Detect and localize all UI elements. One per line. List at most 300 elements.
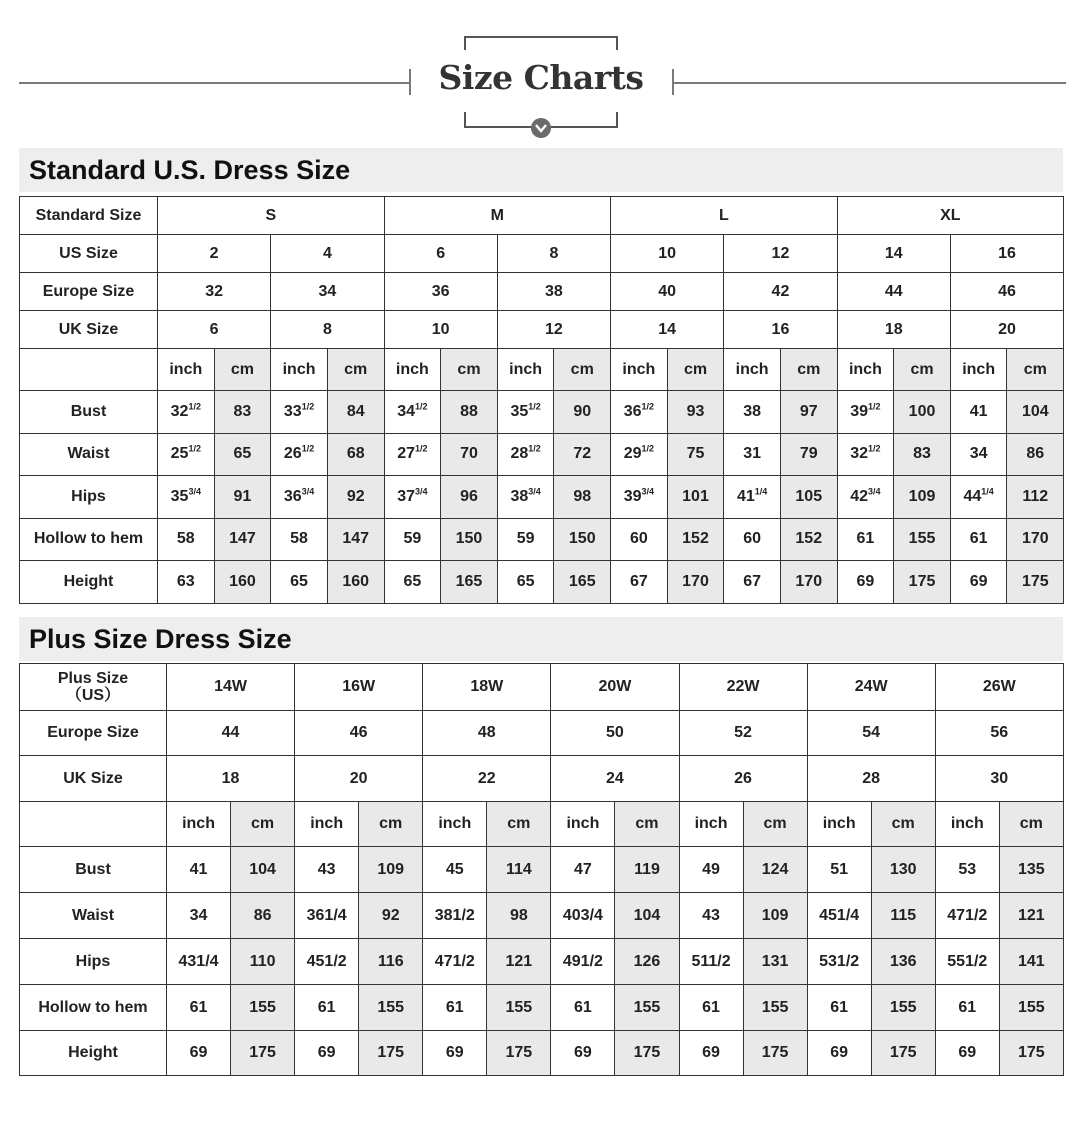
uk-size-value: 30 <box>935 756 1063 802</box>
value-whole: 39 <box>850 402 869 420</box>
measure-label: Bust <box>20 847 167 893</box>
inch-value: 43 <box>295 847 359 893</box>
cm-value <box>441 391 498 434</box>
inch-value <box>158 476 215 519</box>
value-whole: 59 <box>403 530 422 548</box>
inch-value <box>497 518 554 561</box>
value-whole: 35 <box>510 402 529 420</box>
inch-value: 381/2 <box>423 893 487 939</box>
value-whole: 38 <box>743 402 762 420</box>
value-fraction: 1/2 <box>641 401 655 412</box>
unit-header-row <box>20 349 1064 391</box>
cm-value <box>554 433 611 476</box>
value-whole: 60 <box>629 530 648 548</box>
value-whole: 86 <box>1026 445 1045 463</box>
cm-value <box>780 433 837 476</box>
value-whole: 26 <box>283 445 302 463</box>
unit-inch-header: inch <box>295 802 359 847</box>
measure-row <box>20 939 1064 985</box>
measure-label: Waist <box>20 893 167 939</box>
cm-value: 175 <box>359 1031 423 1076</box>
cm-value: 109 <box>743 893 807 939</box>
header-rule-left <box>19 82 411 84</box>
measure-row <box>20 433 1064 476</box>
measure-row <box>20 893 1064 939</box>
cm-value <box>1007 518 1064 561</box>
value-whole: 63 <box>176 572 195 590</box>
uk-size-value: 26 <box>679 756 807 802</box>
inch-value <box>837 561 894 604</box>
cm-value: 114 <box>487 847 551 893</box>
standard-size-table <box>19 196 1064 604</box>
inch-value: 69 <box>167 1031 231 1076</box>
value-whole: 32 <box>170 402 189 420</box>
cm-value: 92 <box>359 893 423 939</box>
value-whole: 65 <box>233 445 252 463</box>
value-whole: 58 <box>290 530 308 548</box>
inch-value <box>384 561 441 604</box>
europe-size-value: 50 <box>551 711 679 756</box>
inch-value <box>271 518 328 561</box>
value-fraction: 3/4 <box>641 486 655 497</box>
inch-value: 431/4 <box>167 939 231 985</box>
value-whole: 92 <box>346 487 365 505</box>
inch-value <box>611 518 668 561</box>
uk-size-value: 18 <box>837 311 950 349</box>
inch-value: 451/4 <box>807 893 871 939</box>
value-fraction: 1/2 <box>415 401 428 412</box>
value-whole: 36 <box>283 487 302 505</box>
inch-value <box>611 476 668 519</box>
measure-row <box>20 476 1064 519</box>
cm-value: 135 <box>999 847 1063 893</box>
value-whole: 44 <box>963 487 982 505</box>
value-whole: 39 <box>623 487 642 505</box>
measure-row <box>20 985 1064 1031</box>
value-whole: 83 <box>913 445 931 463</box>
inch-value <box>611 433 668 476</box>
cm-value <box>554 476 611 519</box>
value-whole: 60 <box>743 530 762 548</box>
inch-value <box>837 476 894 519</box>
unit-inch-header: inch <box>497 349 554 391</box>
cm-value <box>214 518 271 561</box>
measure-label: Bust <box>20 391 158 434</box>
value-whole: 160 <box>229 572 256 590</box>
measure-row <box>20 391 1064 434</box>
cm-value: 155 <box>359 985 423 1031</box>
unit-header-blank <box>20 349 158 391</box>
cm-value <box>214 561 271 604</box>
value-whole: 96 <box>460 487 478 505</box>
inch-value <box>611 391 668 434</box>
value-whole: 34 <box>969 445 988 463</box>
unit-cm-header: cm <box>327 349 384 391</box>
inch-value <box>271 476 328 519</box>
header-rule-left-tick <box>409 69 411 95</box>
plus-size-row <box>20 664 1064 711</box>
value-whole: 152 <box>682 530 709 548</box>
inch-value: 34 <box>167 893 231 939</box>
uk-size-value: 18 <box>167 756 295 802</box>
unit-cm-header: cm <box>615 802 679 847</box>
value-whole: 69 <box>856 572 875 590</box>
plus-size-value: 24W <box>807 664 935 711</box>
us-size-value: 2 <box>158 235 271 273</box>
inch-value: 61 <box>807 985 871 1031</box>
cm-value: 175 <box>999 1031 1063 1076</box>
value-whole: 59 <box>516 530 535 548</box>
inch-value <box>837 433 894 476</box>
standard-size-label: Standard Size <box>20 197 158 235</box>
unit-cm-header: cm <box>554 349 611 391</box>
value-whole: 147 <box>229 530 256 548</box>
unit-header-blank <box>20 802 167 847</box>
plus-size-value: 16W <box>295 664 423 711</box>
value-whole: 88 <box>460 402 478 420</box>
cm-value <box>894 391 951 434</box>
cm-value <box>441 561 498 604</box>
cm-value <box>1007 476 1064 519</box>
cm-value: 109 <box>359 847 423 893</box>
value-whole: 42 <box>850 487 869 505</box>
cm-value <box>554 391 611 434</box>
value-fraction: 1/2 <box>301 401 315 412</box>
cm-value <box>214 433 271 476</box>
inch-value <box>384 518 441 561</box>
header-rule-right-tick <box>672 69 674 95</box>
value-fraction: 1/4 <box>754 486 768 497</box>
value-whole: 93 <box>686 402 705 420</box>
value-whole: 65 <box>516 572 535 590</box>
cm-value: 121 <box>487 939 551 985</box>
cm-value: 175 <box>615 1031 679 1076</box>
europe-size-value: 40 <box>611 273 724 311</box>
inch-value <box>724 561 781 604</box>
value-whole: 112 <box>1022 487 1049 505</box>
cm-value: 155 <box>487 985 551 1031</box>
inch-value: 551/2 <box>935 939 999 985</box>
europe-size-row <box>20 711 1064 756</box>
uk-size-value: 6 <box>158 311 271 349</box>
measure-label: Waist <box>20 433 158 476</box>
inch-value: 47 <box>551 847 615 893</box>
inch-value: 61 <box>423 985 487 1031</box>
inch-value <box>158 561 215 604</box>
unit-inch-header: inch <box>935 802 999 847</box>
value-whole: 83 <box>233 402 252 420</box>
value-whole: 72 <box>573 445 592 463</box>
uk-size-row <box>20 311 1064 349</box>
unit-cm-header: cm <box>871 802 935 847</box>
unit-header-row <box>20 802 1064 847</box>
cm-value <box>667 391 724 434</box>
value-fraction: 1/2 <box>415 443 428 454</box>
unit-cm-header: cm <box>1007 349 1064 391</box>
value-whole: 100 <box>908 402 936 420</box>
cm-value: 175 <box>871 1031 935 1076</box>
cm-value: 115 <box>871 893 935 939</box>
value-fraction: 1/2 <box>528 401 541 412</box>
value-fraction: 1/2 <box>868 401 881 412</box>
plus-size-label-line1: Plus Size <box>57 670 129 687</box>
cm-value: 124 <box>743 847 807 893</box>
value-whole: 36 <box>623 402 642 420</box>
inch-value <box>724 391 781 434</box>
us-size-value: 16 <box>950 235 1063 273</box>
cm-value: 155 <box>999 985 1063 1031</box>
value-fraction: 3/4 <box>528 486 541 497</box>
unit-inch-header: inch <box>271 349 328 391</box>
header-rule-right <box>672 82 1066 84</box>
cm-value <box>1007 561 1064 604</box>
value-whole: 152 <box>795 530 823 548</box>
inch-value: 69 <box>551 1031 615 1076</box>
cm-value: 98 <box>487 893 551 939</box>
cm-value <box>441 433 498 476</box>
cm-value: 175 <box>487 1031 551 1076</box>
cm-value: 155 <box>871 985 935 1031</box>
standard-size-value: L <box>611 197 838 235</box>
inch-value: 49 <box>679 847 743 893</box>
cm-value <box>554 561 611 604</box>
cm-value <box>780 476 837 519</box>
standard-size-value: XL <box>837 197 1064 235</box>
value-fraction: 1/2 <box>641 443 655 454</box>
plus-size-value: 26W <box>935 664 1063 711</box>
cm-value <box>667 518 724 561</box>
inch-value <box>384 476 441 519</box>
standard-size-value: S <box>158 197 385 235</box>
unit-cm-header: cm <box>894 349 951 391</box>
measure-row <box>20 561 1064 604</box>
europe-size-label: Europe Size <box>20 711 167 756</box>
inch-value <box>497 476 554 519</box>
cm-value <box>667 433 724 476</box>
europe-size-value: 52 <box>679 711 807 756</box>
cm-value <box>327 561 384 604</box>
unit-cm-header: cm <box>780 349 837 391</box>
value-whole: 67 <box>743 572 762 590</box>
measure-label: Height <box>20 561 158 604</box>
plus-section-title: Plus Size Dress Size <box>29 624 292 654</box>
unit-inch-header: inch <box>807 802 871 847</box>
plus-size-value: 14W <box>167 664 295 711</box>
uk-size-value: 8 <box>271 311 384 349</box>
standard-section-title: Standard U.S. Dress Size <box>29 155 351 185</box>
cm-value: 116 <box>359 939 423 985</box>
cm-value <box>214 476 271 519</box>
value-fraction: 1/2 <box>188 443 201 454</box>
inch-value: 61 <box>679 985 743 1031</box>
inch-value: 61 <box>167 985 231 1031</box>
inch-value: 51 <box>807 847 871 893</box>
europe-size-value: 38 <box>497 273 610 311</box>
measure-label: Hips <box>20 476 158 519</box>
cm-value <box>441 476 498 519</box>
page-title: Size Charts <box>438 58 644 97</box>
value-fraction: 1/4 <box>981 486 994 497</box>
inch-value: 69 <box>807 1031 871 1076</box>
value-whole: 67 <box>629 572 648 590</box>
unit-cm-header: cm <box>487 802 551 847</box>
inch-value <box>950 433 1007 476</box>
unit-cm-header: cm <box>999 802 1063 847</box>
value-whole: 175 <box>908 572 936 590</box>
uk-size-value: 12 <box>497 311 610 349</box>
standard-size-value: M <box>384 197 611 235</box>
value-whole: 38 <box>510 487 529 505</box>
europe-size-value: 34 <box>271 273 384 311</box>
uk-size-value: 10 <box>384 311 497 349</box>
inch-value <box>158 433 215 476</box>
cm-value: 126 <box>615 939 679 985</box>
unit-inch-header: inch <box>837 349 894 391</box>
inch-value: 69 <box>679 1031 743 1076</box>
inch-value <box>497 391 554 434</box>
inch-value: 531/2 <box>807 939 871 985</box>
inch-value: 45 <box>423 847 487 893</box>
value-fraction: 1/2 <box>301 443 315 454</box>
cm-value <box>894 561 951 604</box>
europe-size-row <box>20 273 1064 311</box>
standard-size-row <box>20 197 1064 235</box>
inch-value: 361/4 <box>295 893 359 939</box>
unit-inch-header: inch <box>611 349 668 391</box>
unit-inch-header: inch <box>167 802 231 847</box>
cm-value <box>214 391 271 434</box>
value-whole: 69 <box>969 572 988 590</box>
value-whole: 65 <box>290 572 308 590</box>
value-whole: 31 <box>743 445 762 463</box>
inch-value: 69 <box>935 1031 999 1076</box>
europe-size-value: 36 <box>384 273 497 311</box>
uk-size-value: 24 <box>551 756 679 802</box>
unit-inch-header: inch <box>551 802 615 847</box>
value-whole: 90 <box>573 402 592 420</box>
value-whole: 61 <box>969 530 988 548</box>
value-whole: 105 <box>795 487 823 505</box>
europe-size-value: 32 <box>158 273 271 311</box>
unit-inch-header: inch <box>724 349 781 391</box>
measure-label: Hollow to hem <box>20 518 158 561</box>
value-whole: 101 <box>682 487 709 505</box>
value-whole: 170 <box>795 572 823 590</box>
cm-value: 130 <box>871 847 935 893</box>
cm-value: 175 <box>231 1031 295 1076</box>
us-size-row <box>20 235 1064 273</box>
inch-value: 53 <box>935 847 999 893</box>
value-whole: 34 <box>397 402 415 420</box>
cm-value: 136 <box>871 939 935 985</box>
value-fraction: 1/2 <box>188 401 201 412</box>
value-whole: 70 <box>460 445 478 463</box>
cm-value: 141 <box>999 939 1063 985</box>
cm-value <box>554 518 611 561</box>
uk-size-value: 22 <box>423 756 551 802</box>
value-whole: 79 <box>799 445 818 463</box>
value-whole: 27 <box>397 445 415 463</box>
value-whole: 65 <box>403 572 422 590</box>
value-whole: 61 <box>856 530 875 548</box>
value-whole: 68 <box>346 445 365 463</box>
inch-value: 61 <box>935 985 999 1031</box>
unit-inch-header: inch <box>950 349 1007 391</box>
inch-value: 69 <box>423 1031 487 1076</box>
unit-cm-header: cm <box>667 349 724 391</box>
cm-value: 121 <box>999 893 1063 939</box>
value-whole: 33 <box>283 402 302 420</box>
cm-value: 86 <box>231 893 295 939</box>
plus-size-value: 22W <box>679 664 807 711</box>
value-whole: 32 <box>850 445 869 463</box>
unit-inch-header: inch <box>384 349 441 391</box>
value-fraction: 3/4 <box>301 486 315 497</box>
inch-value <box>950 476 1007 519</box>
inch-value: 61 <box>295 985 359 1031</box>
inch-value: 451/2 <box>295 939 359 985</box>
cm-value <box>1007 391 1064 434</box>
value-whole: 25 <box>170 445 189 463</box>
cm-value <box>894 518 951 561</box>
unit-cm-header: cm <box>359 802 423 847</box>
cm-value: 155 <box>743 985 807 1031</box>
inch-value <box>724 518 781 561</box>
inch-value <box>950 518 1007 561</box>
us-size-label: US Size <box>20 235 158 273</box>
cm-value <box>441 518 498 561</box>
value-whole: 150 <box>568 530 596 548</box>
us-size-value: 4 <box>271 235 384 273</box>
cm-value <box>1007 433 1064 476</box>
measure-row <box>20 847 1064 893</box>
value-whole: 104 <box>1021 402 1049 420</box>
plus-size-value: 20W <box>551 664 679 711</box>
inch-value <box>837 391 894 434</box>
us-size-value: 12 <box>724 235 837 273</box>
uk-size-row <box>20 756 1064 802</box>
inch-value <box>497 433 554 476</box>
plus-size-value: 18W <box>423 664 551 711</box>
measure-label: Height <box>20 1031 167 1076</box>
inch-value <box>837 518 894 561</box>
uk-size-value: 14 <box>611 311 724 349</box>
cm-value <box>327 518 384 561</box>
value-whole: 91 <box>233 487 252 505</box>
inch-value <box>271 561 328 604</box>
measure-label: Hollow to hem <box>20 985 167 1031</box>
plus-size-label-line2: （US） <box>65 687 121 704</box>
cm-value: 131 <box>743 939 807 985</box>
value-fraction: 3/4 <box>415 486 428 497</box>
value-whole: 41 <box>969 402 988 420</box>
inch-value <box>950 561 1007 604</box>
measure-label: Hips <box>20 939 167 985</box>
measure-row <box>20 1031 1064 1076</box>
plus-size-label <box>20 664 167 711</box>
value-whole: 165 <box>568 572 596 590</box>
europe-size-label: Europe Size <box>20 273 158 311</box>
us-size-value: 10 <box>611 235 724 273</box>
europe-size-value: 44 <box>167 711 295 756</box>
europe-size-value: 46 <box>295 711 423 756</box>
cm-value <box>327 391 384 434</box>
value-whole: 175 <box>1021 572 1049 590</box>
europe-size-value: 56 <box>935 711 1063 756</box>
unit-cm-header: cm <box>441 349 498 391</box>
cm-value <box>894 476 951 519</box>
inch-value <box>158 518 215 561</box>
